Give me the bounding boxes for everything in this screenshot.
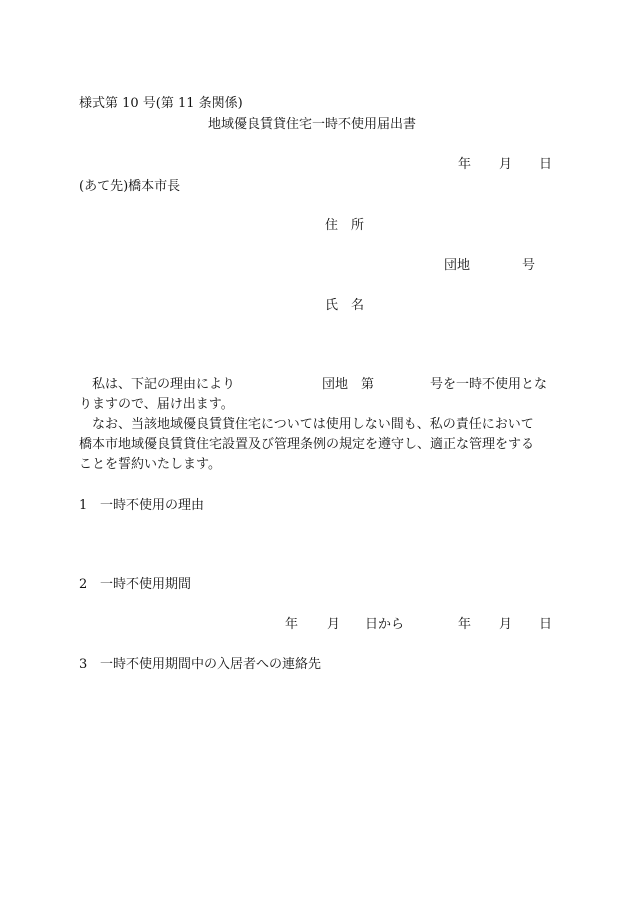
item-number: 1 xyxy=(79,498,88,513)
danchi-label: 団地 xyxy=(444,258,471,273)
from-month-label: 月 xyxy=(327,617,341,632)
p2-line-2: 橋本市地域優良賃貸住宅設置及び管理条例の規定を遵守し、適正な管理をする xyxy=(79,437,535,452)
item-label: 一時不使用期間 xyxy=(100,577,192,592)
item-number: 2 xyxy=(79,577,88,592)
p1-danchi-text: 団地 第 xyxy=(322,377,375,392)
date-day-label: 日 xyxy=(539,157,553,172)
to-month-label: 月 xyxy=(499,617,513,632)
item-label: 一時不使用の理由 xyxy=(100,498,205,513)
item-number: 3 xyxy=(79,657,88,672)
from-year-label: 年 xyxy=(285,617,299,632)
form-number: 様式第 10 号(第 11 条関係) xyxy=(79,96,243,111)
p2-line-3: ことを誓約いたします。 xyxy=(79,457,221,472)
address-label: 住 所 xyxy=(325,218,365,233)
date-year-label: 年 xyxy=(458,157,472,172)
name-label: 氏 名 xyxy=(325,298,365,313)
addressee: (あて先)橋本市長 xyxy=(79,179,181,194)
unit-number-label: 号 xyxy=(522,258,536,273)
p1-text-start: 私は、下記の理由により xyxy=(92,377,236,392)
date-month-label: 月 xyxy=(499,157,513,172)
p1-line-2: りますので、届け出ます。 xyxy=(79,397,234,412)
document-title: 地域優良賃貸住宅一時不使用届出書 xyxy=(208,117,417,132)
p2-line-1: なお、当該地域優良賃貸住宅については使用しない間も、私の責任において xyxy=(92,417,534,432)
to-year-label: 年 xyxy=(458,617,472,632)
from-day-label: 日から xyxy=(365,617,405,632)
p1-text-end: 号を一時不使用とな xyxy=(430,377,548,392)
item-label: 一時不使用期間中の入居者への連絡先 xyxy=(100,657,322,672)
to-day-label: 日 xyxy=(539,617,553,632)
